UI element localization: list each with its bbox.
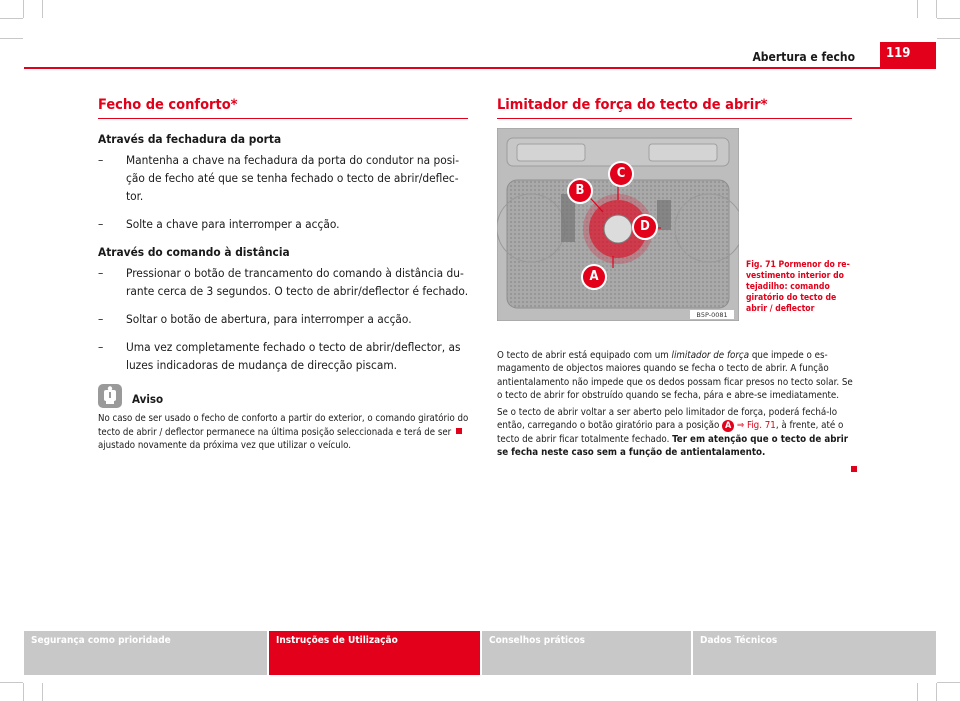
- callout-b: B: [567, 178, 593, 204]
- figure-caption: Fig. 71 Pormenor do revestimento interior do tejadilho: comando giratório do tecto de abrir / deflector: [746, 260, 850, 314]
- section-rule-right: [497, 118, 852, 119]
- dash-bullet: –: [98, 153, 104, 167]
- section-rule-left: [98, 118, 468, 119]
- dash-bullet: –: [98, 340, 104, 354]
- crop-mark: [937, 38, 960, 39]
- figure-roof-control: [497, 128, 739, 321]
- callout-d: D: [632, 214, 658, 240]
- callout-a: A: [581, 264, 607, 290]
- dash-bullet: –: [98, 217, 104, 231]
- end-of-section-icon: [851, 466, 857, 472]
- list-item: – Pressionar o botão de trancamento do comando à distância durante cerca de 3 segundos. O tecto de abrir/deflector é fechado.: [98, 266, 469, 298]
- note-text: No caso de ser usado o fecho de conforto a partir do exterior, o comando giratório do tecto de abrir / deflector permanece na última posição seleccionada e terá de ser ajustado novamente da próxima vez que utilizar o veículo.: [98, 413, 469, 451]
- crop-mark: [937, 682, 960, 683]
- note-box: [98, 384, 470, 453]
- callout-c: C: [608, 161, 634, 187]
- header-rule: [24, 67, 936, 69]
- crop-mark: [42, 683, 43, 701]
- crop-mark: [42, 0, 43, 18]
- note-icon: [98, 384, 122, 408]
- figure-code: B5P-0081: [696, 311, 728, 319]
- end-of-section-icon: [456, 428, 462, 434]
- crop-mark: [917, 683, 918, 701]
- subheading-remote: Através do comando à distância: [98, 245, 290, 259]
- dash-bullet: –: [98, 266, 104, 280]
- crop-mark: [0, 682, 23, 683]
- crop-mark: [23, 0, 24, 18]
- paragraph: Se o tecto de abrir voltar a ser aberto pelo limitador de força, poderá fechá-lo então, carregando o botão giratório para a posição A ⇒ Fig. 71, à frente, até o tecto de abrir ficar totalmente fechado. Ter em atenção que o tecto de abrir se fecha neste caso sem a função de antientalamento.: [497, 407, 849, 459]
- list-item: – Solte a chave para interromper a acção.: [98, 217, 340, 231]
- footer-tab-technical-data[interactable]: Dados Técnicos: [693, 631, 936, 675]
- list-item: – Mantenha a chave na fechadura da porta do condutor na posição de fecho até que se tenha fechado o tecto de abrir/deflector.: [98, 153, 460, 203]
- footer-tab-safety[interactable]: Segurança como prioridade: [24, 631, 267, 675]
- right-body: [497, 349, 857, 463]
- crop-mark: [937, 18, 960, 19]
- crop-mark: [0, 38, 23, 39]
- crop-mark: [917, 0, 918, 18]
- crop-mark: [936, 683, 937, 701]
- crop-mark: [23, 683, 24, 701]
- section-title-left: Fecho de conforto*: [98, 97, 238, 113]
- footer-tab-instructions[interactable]: Instruções de Utilização: [269, 631, 480, 675]
- running-header: Abertura e fecho: [752, 50, 855, 64]
- subheading-door-lock: Através da fechadura da porta: [98, 132, 282, 146]
- list-item: – Soltar o botão de abertura, para interromper a acção.: [98, 312, 412, 326]
- page-number: 119: [880, 42, 936, 69]
- crop-mark: [936, 0, 937, 18]
- callout-a-inline: A: [722, 420, 734, 432]
- footer-tab-practical-tips[interactable]: Conselhos práticos: [482, 631, 691, 675]
- paragraph: O tecto de abrir está equipado com um limitador de força que impede o esmagamento de objectos maiores quando se fecha o tecto de abrir. A função antientalamento não impede que os dedos possam ficar presos no tecto solar. Se o tecto de abrir for obstruído quando se fecha, pára e abre-se imediatamente.: [497, 350, 853, 401]
- figure-link[interactable]: ⇒ Fig. 71: [736, 420, 776, 432]
- crop-mark: [0, 18, 23, 19]
- list-item: – Uma vez completamente fechado o tecto de abrir/deflector, as luzes indicadoras de mudança de direcção piscam.: [98, 340, 461, 372]
- note-title: Aviso: [132, 392, 164, 406]
- section-title-right: Limitador de força do tecto de abrir*: [497, 97, 768, 113]
- dash-bullet: –: [98, 312, 104, 326]
- left-column: [98, 130, 470, 453]
